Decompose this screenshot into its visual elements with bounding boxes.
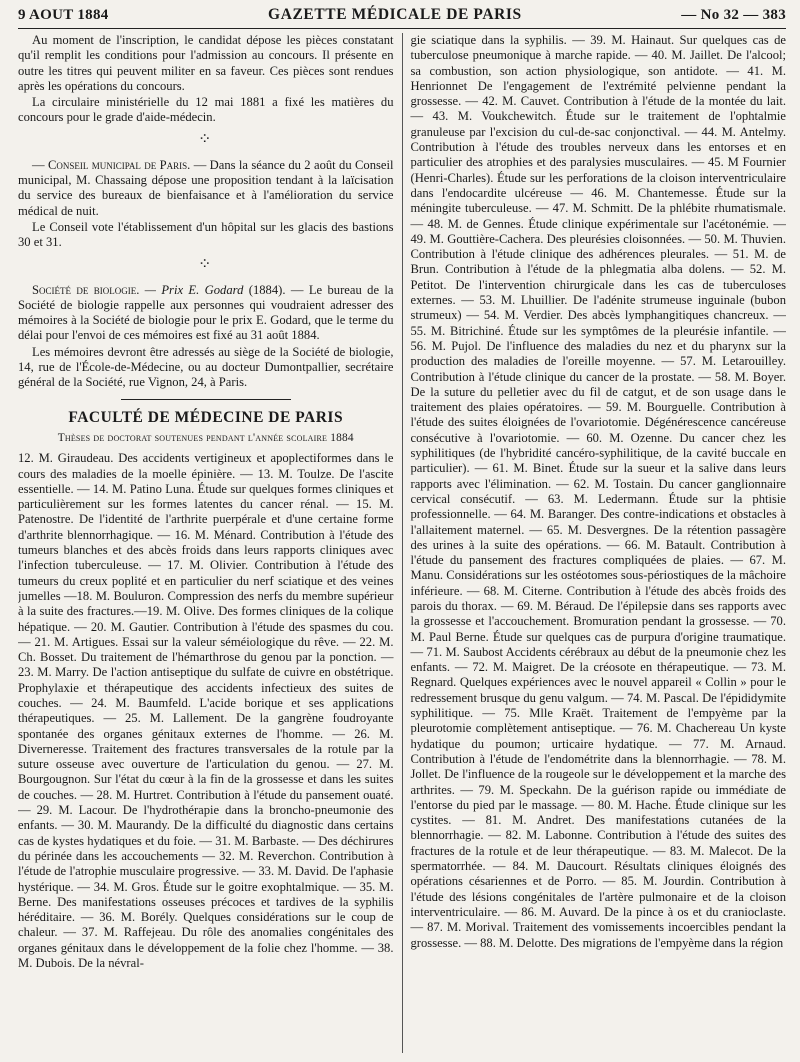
columns bbox=[18, 33, 786, 1053]
journal-title: GAZETTE MÉDICALE DE PARIS bbox=[268, 6, 522, 23]
conseil-label: — Conseil municipal de Paris. bbox=[32, 157, 191, 172]
theses-list-left: 12. M. Giraudeau. Des accidents vertigineux et apoplectiformes dans le cours des maladies de la moelle épinière. — 13. M. Toulze. De l'ascite essentielle. — 14. M. Patino Luna. Étude sur quelques formes cliniques et particulièrement sur les formes latentes du cancer rénal. — 15. M. Patenostre. De l'identité de l'arthrite puerpérale et d'une certaine forme d'arthrite blennorrhagique. — 16. M. Ménard. Contribution à l'étude des tumeurs blanches et des abcès froids dans leurs rapports cliniques avec l'infection tuberculeuse. — 17. M. Olivier. Contribution à l'étude des tumeurs du creux poplité et en particulier du nerf sciatique et des veines jumelles —18. M. Bouluron. Compression des nerfs du membre supérieur à la suite des fractures.—19. M. Olive. Des formes cliniques de la colique hépatique. — 20. M. Gautier. Contribution à l'étude des spasmes du cou. — 21. M. Artigues. Essai sur la valeur séméiologique du rêve. — 22. M. Ch. Bosset. Du traitement de l'hémarthrose du genou par la ponction. — 23. M. Marry. De l'action antiseptique du sulfate de cuivre en obstétrique. Prophylaxie et thérapeutique des accidents infectieux des suites de couches. — 24. M. Baumfeld. L'acide borique et ses applications thérapeutiques. — 25. M. Lallement. De la gangrène foudroyante spontanée des organes génitaux externes de l'homme. — 26. M. Diverneresse. Traitement des fractures transversales de la rotule par la suture osseuse avec ouverture de l'articulation du genou. — 27. M. Bourgougnon. Sur l'état du cœur à la fin de la grossesse et dans les suites de couches. — 28. M. Hurtret. Contribution à l'étude du pansement ouaté. — 29. M. Lacour. De l'hydrothérapie dans la broncho-pneumonie des enfants. — 30. M. Maurandy. De la difficulté du diagnostic dans certains cas de kystes hydatiques et du foie. — 31. M. Barbaste. — Des déchirures du périnée dans les accouchements — 32. M. Reverchon. Contribution à l'étude de l'atrophie musculaire progressive. — 33. M. David. De l'aphasie hystérique. — 34. M. Gros. Étude sur le goitre exophtalmique. — 35. M. Berne. Des manifestations osseuses précoces et tardives de la syphilis héréditaire. — 36. M. Borély. Quelques considérations sur le coup de chaleur. — 37. M. Raffejeau. Du rôle des anomalies congénitales des organes génitaux dans le développement de la folie chez l'homme. — 38. M. Dubois. De la névral- bbox=[18, 451, 394, 971]
issue-number: — No 32 — 383 bbox=[681, 7, 786, 23]
circulaire-paragraph: La circulaire ministérielle du 12 mai 1881 a fixé les matières du concours pour le grade d'aide-médecin. bbox=[18, 95, 394, 125]
conseil-municipal-item bbox=[18, 158, 394, 219]
societe-biologie-item bbox=[18, 283, 394, 344]
theses-list-right: gie sciatique dans la syphilis. — 39. M. Hainaut. Sur quelques cas de tuberculose pneumonique à marche rapide. — 40. M. Jaillet. De l'alcool; sa combustion, son action physiologique, son antidote. — 41. M. Henrionnet De l'engagement de l'extrémité pelvienne pendant la grossesse. — 42. M. Cauvet. Contribution à l'étude de la montée du lait. — 43. M. Voukchewitch. Étude sur le traitement de l'ophtalmie granuleuse par l'excision du cul-de-sac conjonctival. — 44. M. Antelmy. Contribution à l'étude des troubles nerveux dans les entorses et en particulier des atrophies et des paralysies musculaires. — 45. M Fournier (Henri-Charles). Étude sur les perforations de la cloison interventriculaire dans l'endocardite ulcéreuse — 46. M. Chantemesse. Étude sur la méningite tuberculeuse. — 47. M. Schmitt. De la phlébite rhumatismale. — 48. M. de Gennes. Étude clinique expérimentale sur l'acétonémie. — 49. M. Gouttière-Cachera. Des pleurésies cloisonnées. — 50. M. Thuvien. Contribution à l'étude clinique des adhérences pleurales. — 51. M. de Brun. Contribution à l'étude de la phlegmatia alba dolens. — 52. M. Petitot. De l'intervention chirurgicale dans les cas de tuberculoses externes. — 53. M. Lhuillier. De l'adénite strumeuse inguinale (bubon strumeux) — 54. M. Verdier. Des abcès lymphangitiques chancreux. — 55. M. Bitrichiné. Étude sur les symptômes de la pleurésie infantile. — 56. M. Pujol. De l'influence des maladies du nez et du pharynx sur la production des maladies de l'oreille moyenne. — 57. M. Letarouilley. Contribution à l'étude clinique du cancer de la prostate. — 58. M. Boyer. De la suture du pelletier avec du fil de catgut, et de son usage dans le traitement des plaies opératoires. — 59. M. Bourguelle. Contribution à l'étude des suites éloignées de l'ovariotomie. Dégénérescence cancéreuse consécutive à l'ovariotomie. — 60. M. Ozenne. Du cancer chez les syphilitiques (de l'hybridité cancéro-syphilitique, de la cavité buccale en particulier). — 61. M. Binet. Étude sur la sueur et la salive dans leurs rapports avec l'élimination. — 62. M. Tostain. Du cancer ganglionnaire cervical consécutif. — 63. M. Ledermann. Étude sur la phtisie professionnelle. — 64. M. Baranger. Des contre-indications et obstacles à l'allaitement maternel. — 65. M. Desvergnes. De la rétention passagère des urines à la suite des opérations. — 66. M. Batault. Contribution à l'étude du pansement des fractures compliquées de plaies. — 67. M. Manu. Considérations sur les ostéotomes sous-périostiques de la mâchoire inférieure. — 68. M. Citerne. Contribution à l'étude des abcès froids des parois du thorax. — 69. M. Béraud. De l'épilepsie dans ses rapports avec la grossesse et l'accouchement. Bromuration pendant la grossesse. — 70. M. Paul Berne. Étude sur quelques cas de purpura d'origine traumatique. — 71. M. Saubost Accidents cérébraux au début de la pneumonie chez les enfants. — 72. M. Maigret. De la créosote en thérapeutique. — 73. M. Regnard. Quelques expériences avec le nouvel appareil « Collin » pour le redressement brusque du genu valgum. — 74. M. Pascal. De l'épididymite syphilitique. — 75. Mlle Kraët. Traitement de l'empyème par la pleurotomie complètement antiseptique. — 76. M. Chachereau Un kyste hydatique du poumon; urticaire hydatique. — 77. M. Arnaud. Contribution à l'étude de l'endométrite dans la blennorrhagie. — 78. M. Jollet. De l'influence de la rougeole sur le développement et la marche des arthrites. — 79. M. Speckahn. De la guérison rapide ou immédiate de l'entorse du pied par le massage. — 80. M. Hache. Étude clinique sur les cystites. — 81. M. Andret. Des manifestations cutanées de la blennorrhagie. — 82. M. Labonne. Contribution à l'étude des suites des fractures de la rotule et de leur thérapeutique. — 83. M. Malecot. De la spermatorrhée. — 84. M. Daucourt. Résultats cliniques éloignés des opérations césariennes et de Porro. — 85. M. Jourdin. Contribution à l'étude des lésions congénitales de l'artère pulmonaire et de la cloison interventriculaire. — 86. M. Auvard. De la pince à os et du cranioclaste. — 87. M. Morival. Traitement des vomissements incoercibles pendant la grossesse. — 88. M. Delotte. Des migrations de l'empyème dans la région bbox=[410, 33, 786, 950]
theses-subtitle: Thèses de doctorat soutenues pendant l'année scolaire 1884 bbox=[57, 431, 354, 444]
societe-text: (1884). — Le bureau de la Société de biologie rappelle aux personnes qui voudraient adresser des mémoires à la Société de biologie pour le prix E. Godard, que le terme du délai pour l'envoi de ces mémoires est fixé au 31 août 1884. bbox=[18, 282, 394, 343]
conseil-text: — Dans la séance du 2 août du Conseil municipal, M. Chassaing dépose une proposition tendant à la laïcisation du service des bureaux de bienfaisance et à l'amélioration du service médical de nuit. bbox=[18, 157, 394, 218]
section-separator: ⁘ bbox=[198, 130, 214, 148]
left-column bbox=[18, 33, 402, 1053]
right-column bbox=[402, 33, 787, 1053]
conseil-vote-paragraph: Le Conseil vote l'établissement d'un hôpital sur les glacis des bastions 30 et 31. bbox=[18, 219, 394, 250]
section-separator-2: ⁘ bbox=[198, 255, 214, 273]
faculte-title: FACULTÉ DE MÉDECINE DE PARIS bbox=[68, 408, 344, 426]
societe-label: Société de biologie. bbox=[32, 282, 140, 297]
horizontal-rule bbox=[121, 399, 291, 400]
prize-name: — Prix E. Godard bbox=[139, 282, 244, 297]
issue-date: 9 AOUT 1884 bbox=[18, 7, 109, 23]
page-header bbox=[18, 6, 786, 29]
societe-address-paragraph: Les mémoires devront être adressés au siège de la Société de biologie, 14, rue de l'École-de-Médecine, ou au docteur Dumontpallier, secrétaire général de la Société, rue Vignon, 24, à Paris. bbox=[18, 344, 394, 390]
concours-paragraph: Au moment de l'inscription, le candidat dépose les pièces constatant qu'il remplit les conditions pour l'admission au concours. Il présente en outre les titres qui peuvent militer en sa faveur. Ces pièces sont rendues après les opérations du concours. bbox=[18, 33, 394, 93]
